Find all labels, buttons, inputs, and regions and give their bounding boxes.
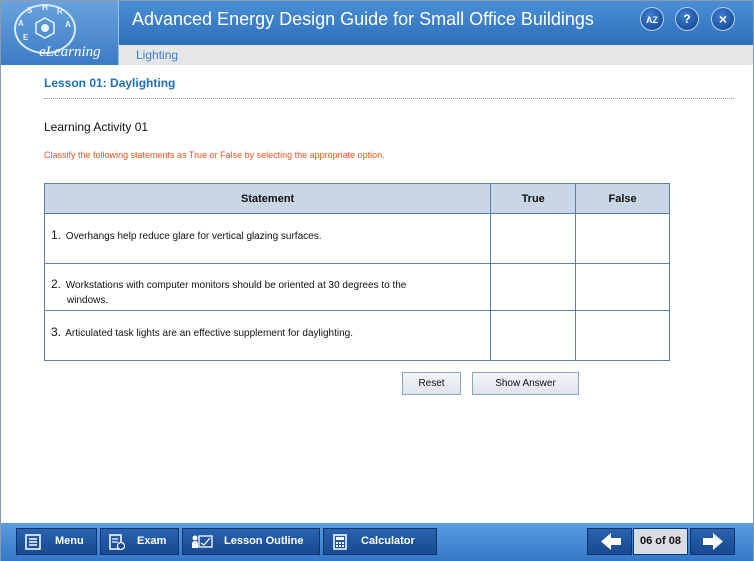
lesson-outline-button[interactable] [182,528,320,555]
logo-wordmark: eLearning [39,44,101,60]
module-name: Lighting [136,48,179,62]
true-option-cell[interactable] [491,264,576,311]
divider [44,98,734,99]
false-option-cell[interactable] [576,264,670,311]
close-icon: × [718,11,728,27]
footer-bar [1,523,753,561]
lesson-outline-icon [191,534,213,550]
exam-button[interactable] [100,528,179,555]
calculator-label: Calculator [361,535,415,547]
logo-letter: E [23,33,29,42]
statement-text: Overhangs help reduce glare for vertical glazing surfaces. [65,231,322,242]
exam-icon [109,534,125,550]
table-row [45,214,670,264]
statement-text: Articulated task lights are an effective supplement for daylighting. [65,328,354,339]
statement-header: Statement [45,184,491,214]
calculator-button[interactable] [323,528,437,555]
menu-list-icon [25,534,41,550]
close-button[interactable] [711,7,735,31]
arrow-left-icon [588,529,633,554]
table-row [45,311,670,361]
next-page-button[interactable] [690,528,735,555]
menu-button[interactable] [16,528,97,555]
app-title: Advanced Energy Design Guide for Small Office Buildings [132,9,594,29]
logo-letter: H [42,3,48,12]
logo-letter: A [18,19,24,28]
calculator-icon [332,534,348,550]
menu-label: Menu [55,535,84,547]
statement-table [44,183,670,361]
statement-number: 3. [51,325,62,339]
logo-letter: R [57,7,63,16]
help-icon: ? [683,12,691,26]
previous-page-button[interactable] [587,528,632,555]
module-bar [119,45,753,65]
statement-cell [45,264,491,311]
az-glossary-icon: AZ [646,15,658,25]
scrollbar[interactable] [736,65,752,523]
table-header-row [45,184,670,214]
exam-label: Exam [137,535,167,547]
instruction-text: Classify the following statements as True or False by selecting the appropriate option. [44,150,385,160]
true-option-cell[interactable] [491,311,576,361]
statement-number: 1. [51,228,62,242]
logo-letter: S [27,6,33,15]
statement-text-continued: windows. [67,295,109,306]
statement-cell [45,214,491,264]
activity-title: Learning Activity 01 [44,120,149,134]
statement-cell [45,311,491,361]
false-option-cell[interactable] [576,311,670,361]
glossary-button[interactable] [640,7,664,31]
arrow-right-icon [691,529,736,554]
false-header: False [576,184,670,214]
lesson-outline-label: Lesson Outline [224,535,304,547]
statement-text: Workstations with computer monitors should be oriented at 30 degrees to the [65,280,407,291]
lesson-title: Lesson 01: Daylighting [44,76,176,90]
reset-button[interactable]: Reset [402,372,461,395]
statement-number: 2. [51,277,62,291]
ashrae-logo [1,1,119,65]
logo-letter: A [65,20,71,29]
help-button[interactable] [675,7,699,31]
table-row [45,264,670,311]
true-header: True [491,184,576,214]
page-indicator: 06 of 08 [633,528,688,555]
true-option-cell[interactable] [491,214,576,264]
logo-text [39,44,101,61]
false-option-cell[interactable] [576,214,670,264]
show-answer-button[interactable]: Show Answer [472,372,579,395]
